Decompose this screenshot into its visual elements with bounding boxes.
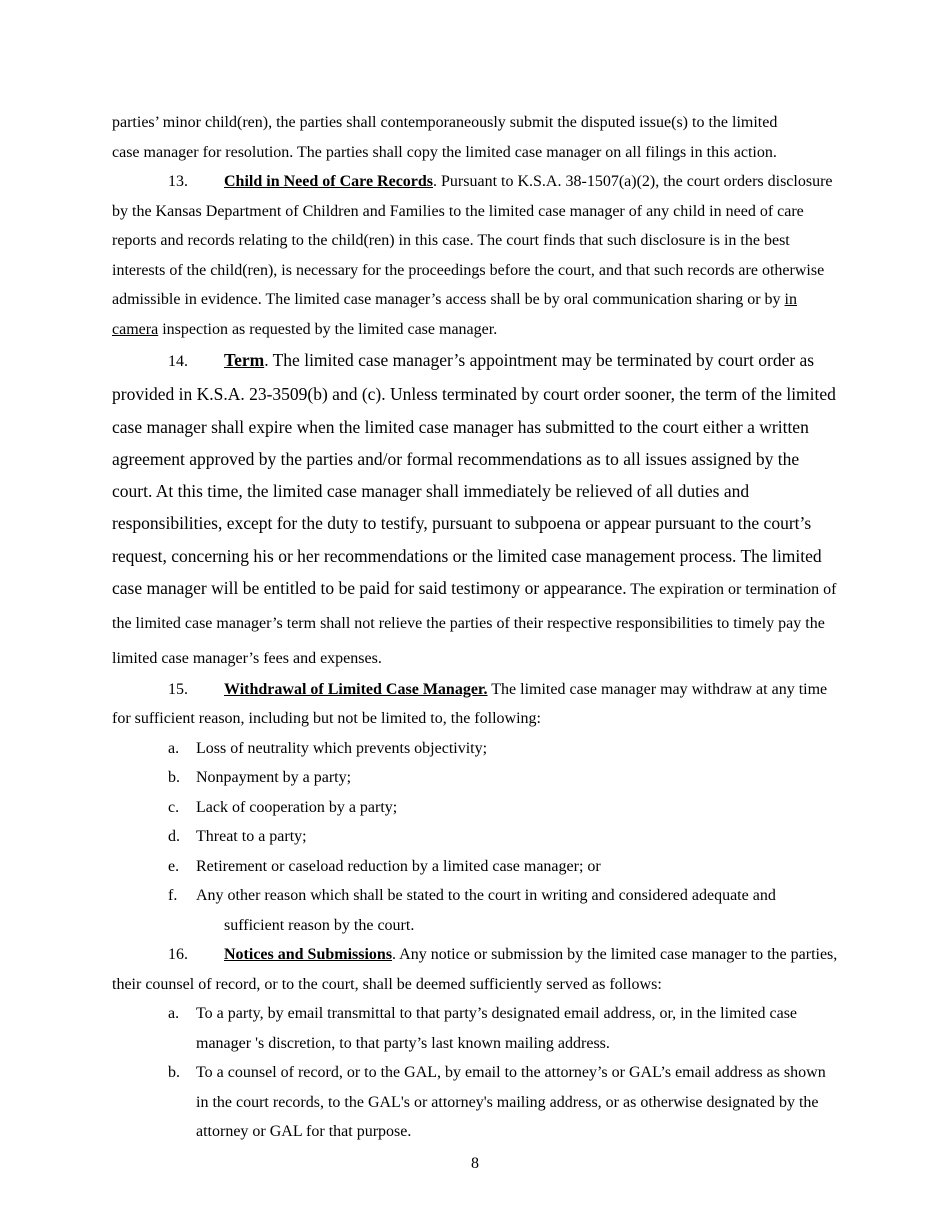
document-page xyxy=(112,108,838,1147)
list-item xyxy=(112,822,838,852)
page-number: 8 xyxy=(471,1155,479,1172)
section-16-list xyxy=(112,999,838,1147)
list-item-text: To a counsel of record, or to the GAL, by email to the attorney’s or GAL’s email address as shown in the court records, to the GAL's or attorney's mailing address, or as otherwise designated by the attorney or GAL for that purpose. xyxy=(196,1064,826,1141)
list-item-text-continued: sufficient reason by the court. xyxy=(224,916,415,934)
section-13-body-b: inspection as requested by the limited case manager. xyxy=(158,320,498,338)
section-15-number: 15. xyxy=(168,680,188,698)
section-16-number: 16. xyxy=(168,946,188,964)
section-16-heading: Notices and Submissions xyxy=(224,946,393,964)
list-item-marker: a. xyxy=(168,739,180,757)
section-14-heading: Term xyxy=(224,350,265,370)
list-item-marker: d. xyxy=(168,828,180,846)
list-item-text: Lack of cooperation by a party; xyxy=(196,798,398,816)
list-item xyxy=(112,763,838,793)
section-15-list xyxy=(112,734,838,941)
list-item-text: Retirement or caseload reduction by a limited case manager; or xyxy=(196,857,601,875)
list-item xyxy=(112,852,838,882)
list-item xyxy=(112,1058,838,1147)
section-13-heading: Child in Need of Care Records xyxy=(224,173,434,190)
list-item-text: Loss of neutrality which prevents objectivity; xyxy=(196,739,488,757)
list-item-marker: b. xyxy=(168,769,180,787)
list-item-marker: a. xyxy=(168,1005,180,1023)
section-13-in-word: in xyxy=(784,291,797,308)
section-16 xyxy=(112,940,838,999)
continuation-line-2: case manager for resolution. The parties shall copy the limited case manager on all filings in this action. xyxy=(112,143,777,161)
continuation-paragraph xyxy=(112,108,838,167)
section-13-body-a: . Pursuant to K.S.A. 38-1507(a)(2), the court orders disclosure by the Kansas Department of Children and Families to the limited case manager of any child in need of care reports and records relating to the child(ren) in this case. The court finds that such disclosure is in the best interests of the child(ren), is necessary for the proceedings before the court, and that such records are otherwise admissible in evidence. The limited case manager’s access shall be by oral communication sharing or by xyxy=(112,173,833,308)
continuation-line-1: parties’ minor child(ren), the parties shall contemporaneously submit the disputed issue(s) to the limited xyxy=(112,114,778,131)
section-13-number: 13. xyxy=(168,173,188,190)
section-15 xyxy=(112,675,838,734)
list-item-text: Threat to a party; xyxy=(196,828,307,846)
section-13-camera-word: camera xyxy=(112,320,159,338)
list-item xyxy=(112,999,838,1058)
section-16-body: . Any notice or submission by the limited case manager to the parties, their counsel of record, or to the court, shall be deemed sufficiently served as follows: xyxy=(112,946,838,993)
list-item-marker: f. xyxy=(168,887,178,905)
list-item-marker: b. xyxy=(168,1064,180,1082)
list-item-text: Any other reason which shall be stated to the court in writing and considered adequate and xyxy=(196,887,776,905)
section-13 xyxy=(112,167,838,344)
section-15-body: The limited case manager may withdraw at any time for sufficient reason, including but not be limited to, the following: xyxy=(112,680,828,728)
section-15-heading: Withdrawal of Limited Case Manager. xyxy=(224,680,488,698)
section-14 xyxy=(112,344,838,675)
list-item-marker: e. xyxy=(168,857,180,875)
list-item-text: Nonpayment by a party; xyxy=(196,769,352,787)
section-14-number: 14. xyxy=(168,353,188,370)
section-14-body-big: . The limited case manager’s appointment may be terminated by court order as provided in K.S.A. 23-3509(b) and (c). Unless terminated by court order sooner, the term of the limited case manager shall expire when the limited case manager has submitted to the court either a written agreement approved by the parties and/or formal recommendations as to all issues assigned by the court. At this time, the limited case manager shall immediately be relieved of all duties and responsibilities, except for the duty to testify, pursuant to subpoena or appear pursuant to the court’s request, concerning his or her recommendations or the limited case management process. The limited case manager will be entitled to be paid for said testimony or appearance. xyxy=(112,350,836,599)
section-14-body-small: The expiration or termination of the limited case manager’s term shall not relieve the parties of their respective responsibilities to timely pay the limited case manager’s fees and expenses. xyxy=(112,581,837,667)
list-item xyxy=(112,881,838,940)
list-item xyxy=(112,734,838,764)
list-item xyxy=(112,793,838,823)
list-item-text: To a party, by email transmittal to that party’s designated email address, or, in the limited case manager 's discretion, to that party’s last known mailing address. xyxy=(196,1005,798,1052)
list-item-marker: c. xyxy=(168,798,180,816)
